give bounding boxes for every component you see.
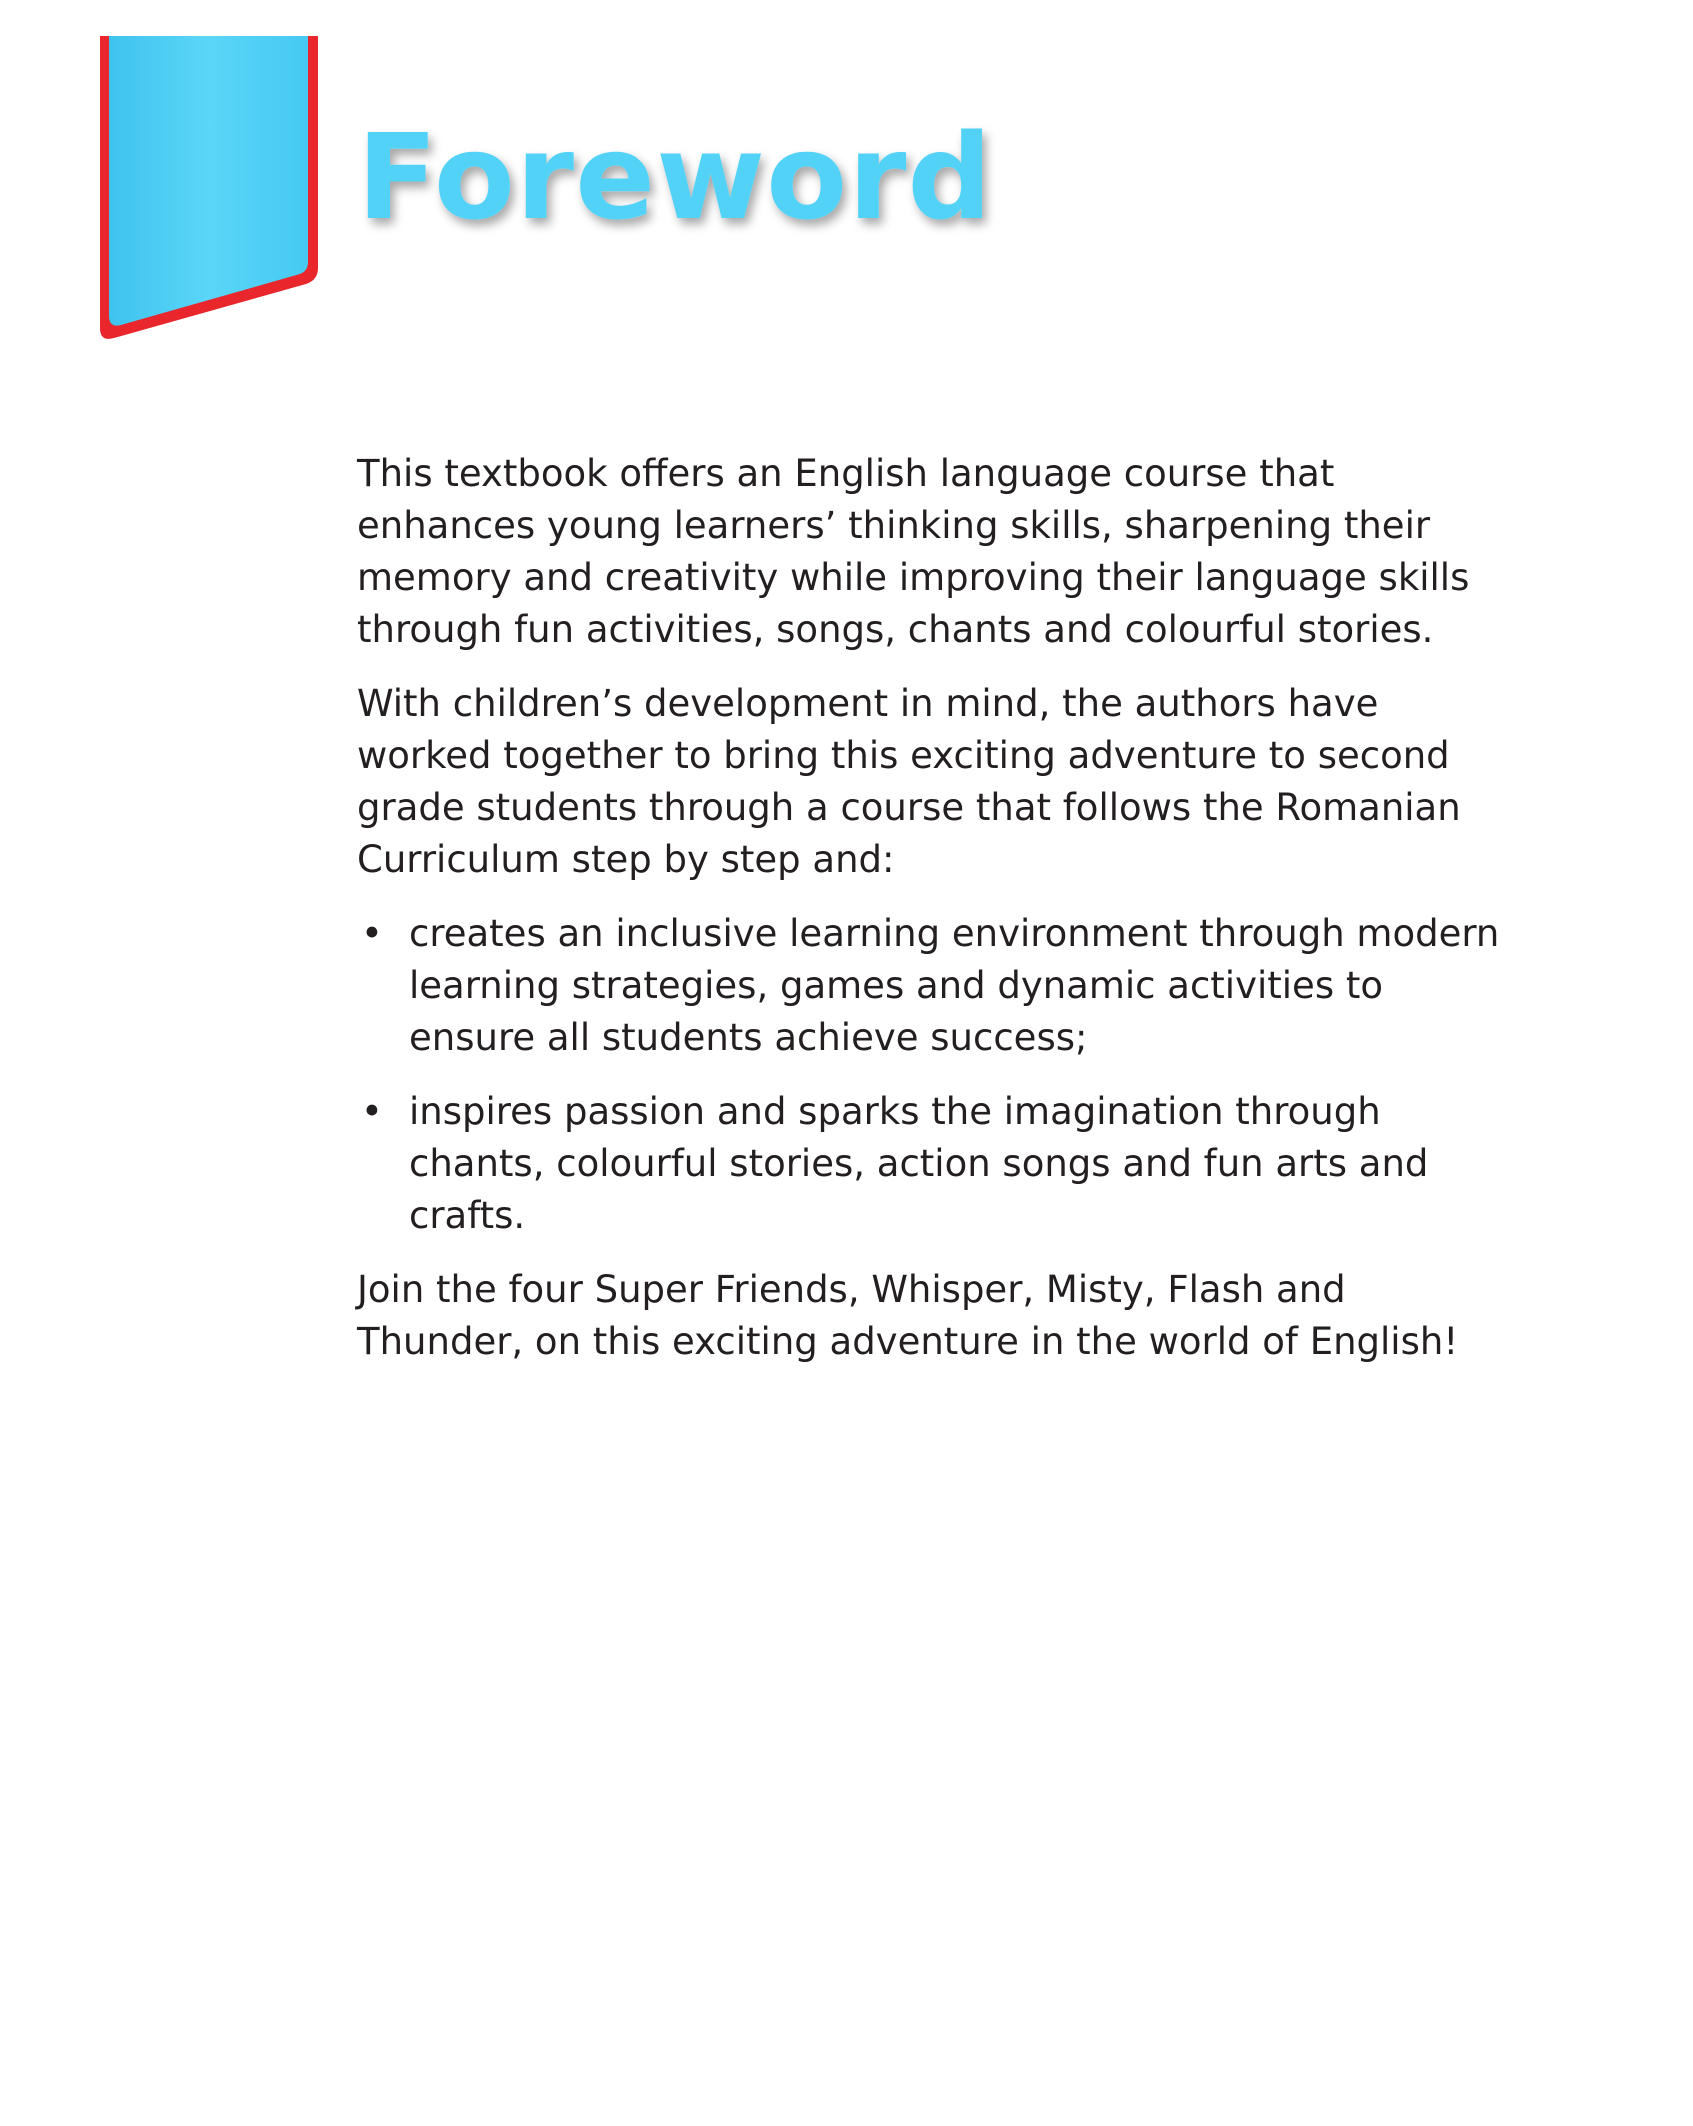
development-paragraph: With children’s development in mind, the authors have worked together to bring this exciting adventure to second grade students through a course that follows the Romanian Curriculum step by step and: xyxy=(357,682,1461,881)
ribbon-shape xyxy=(96,36,322,346)
bullet-item-inclusive xyxy=(357,908,1517,1064)
bullet-text: creates an inclusive learning environment through modern learning strategies, games and dynamic activities to ensure all students achieve success; xyxy=(409,912,1500,1059)
bullet-text: inspires passion and sparks the imagination through chants, colourful stories, action songs and fun arts and crafts. xyxy=(409,1090,1429,1237)
bullet-icon: • xyxy=(361,1090,383,1133)
curriculum-bullet-list xyxy=(357,908,1517,1242)
title-ribbon-decoration xyxy=(96,36,322,346)
foreword-body xyxy=(357,448,1517,1390)
bullet-item-passion xyxy=(357,1086,1517,1242)
intro-paragraph: This textbook offers an English language course that enhances young learners’ thinking skills, sharpening their memory and creativity while improving their language skills through fun activities, songs, chants and colourful stories. xyxy=(357,452,1470,651)
closing-paragraph: Join the four Super Friends, Whisper, Misty, Flash and Thunder, on this exciting adventure in the world of English! xyxy=(357,1268,1459,1363)
page-title: Foreword xyxy=(357,108,993,246)
bullet-icon: • xyxy=(361,912,383,955)
